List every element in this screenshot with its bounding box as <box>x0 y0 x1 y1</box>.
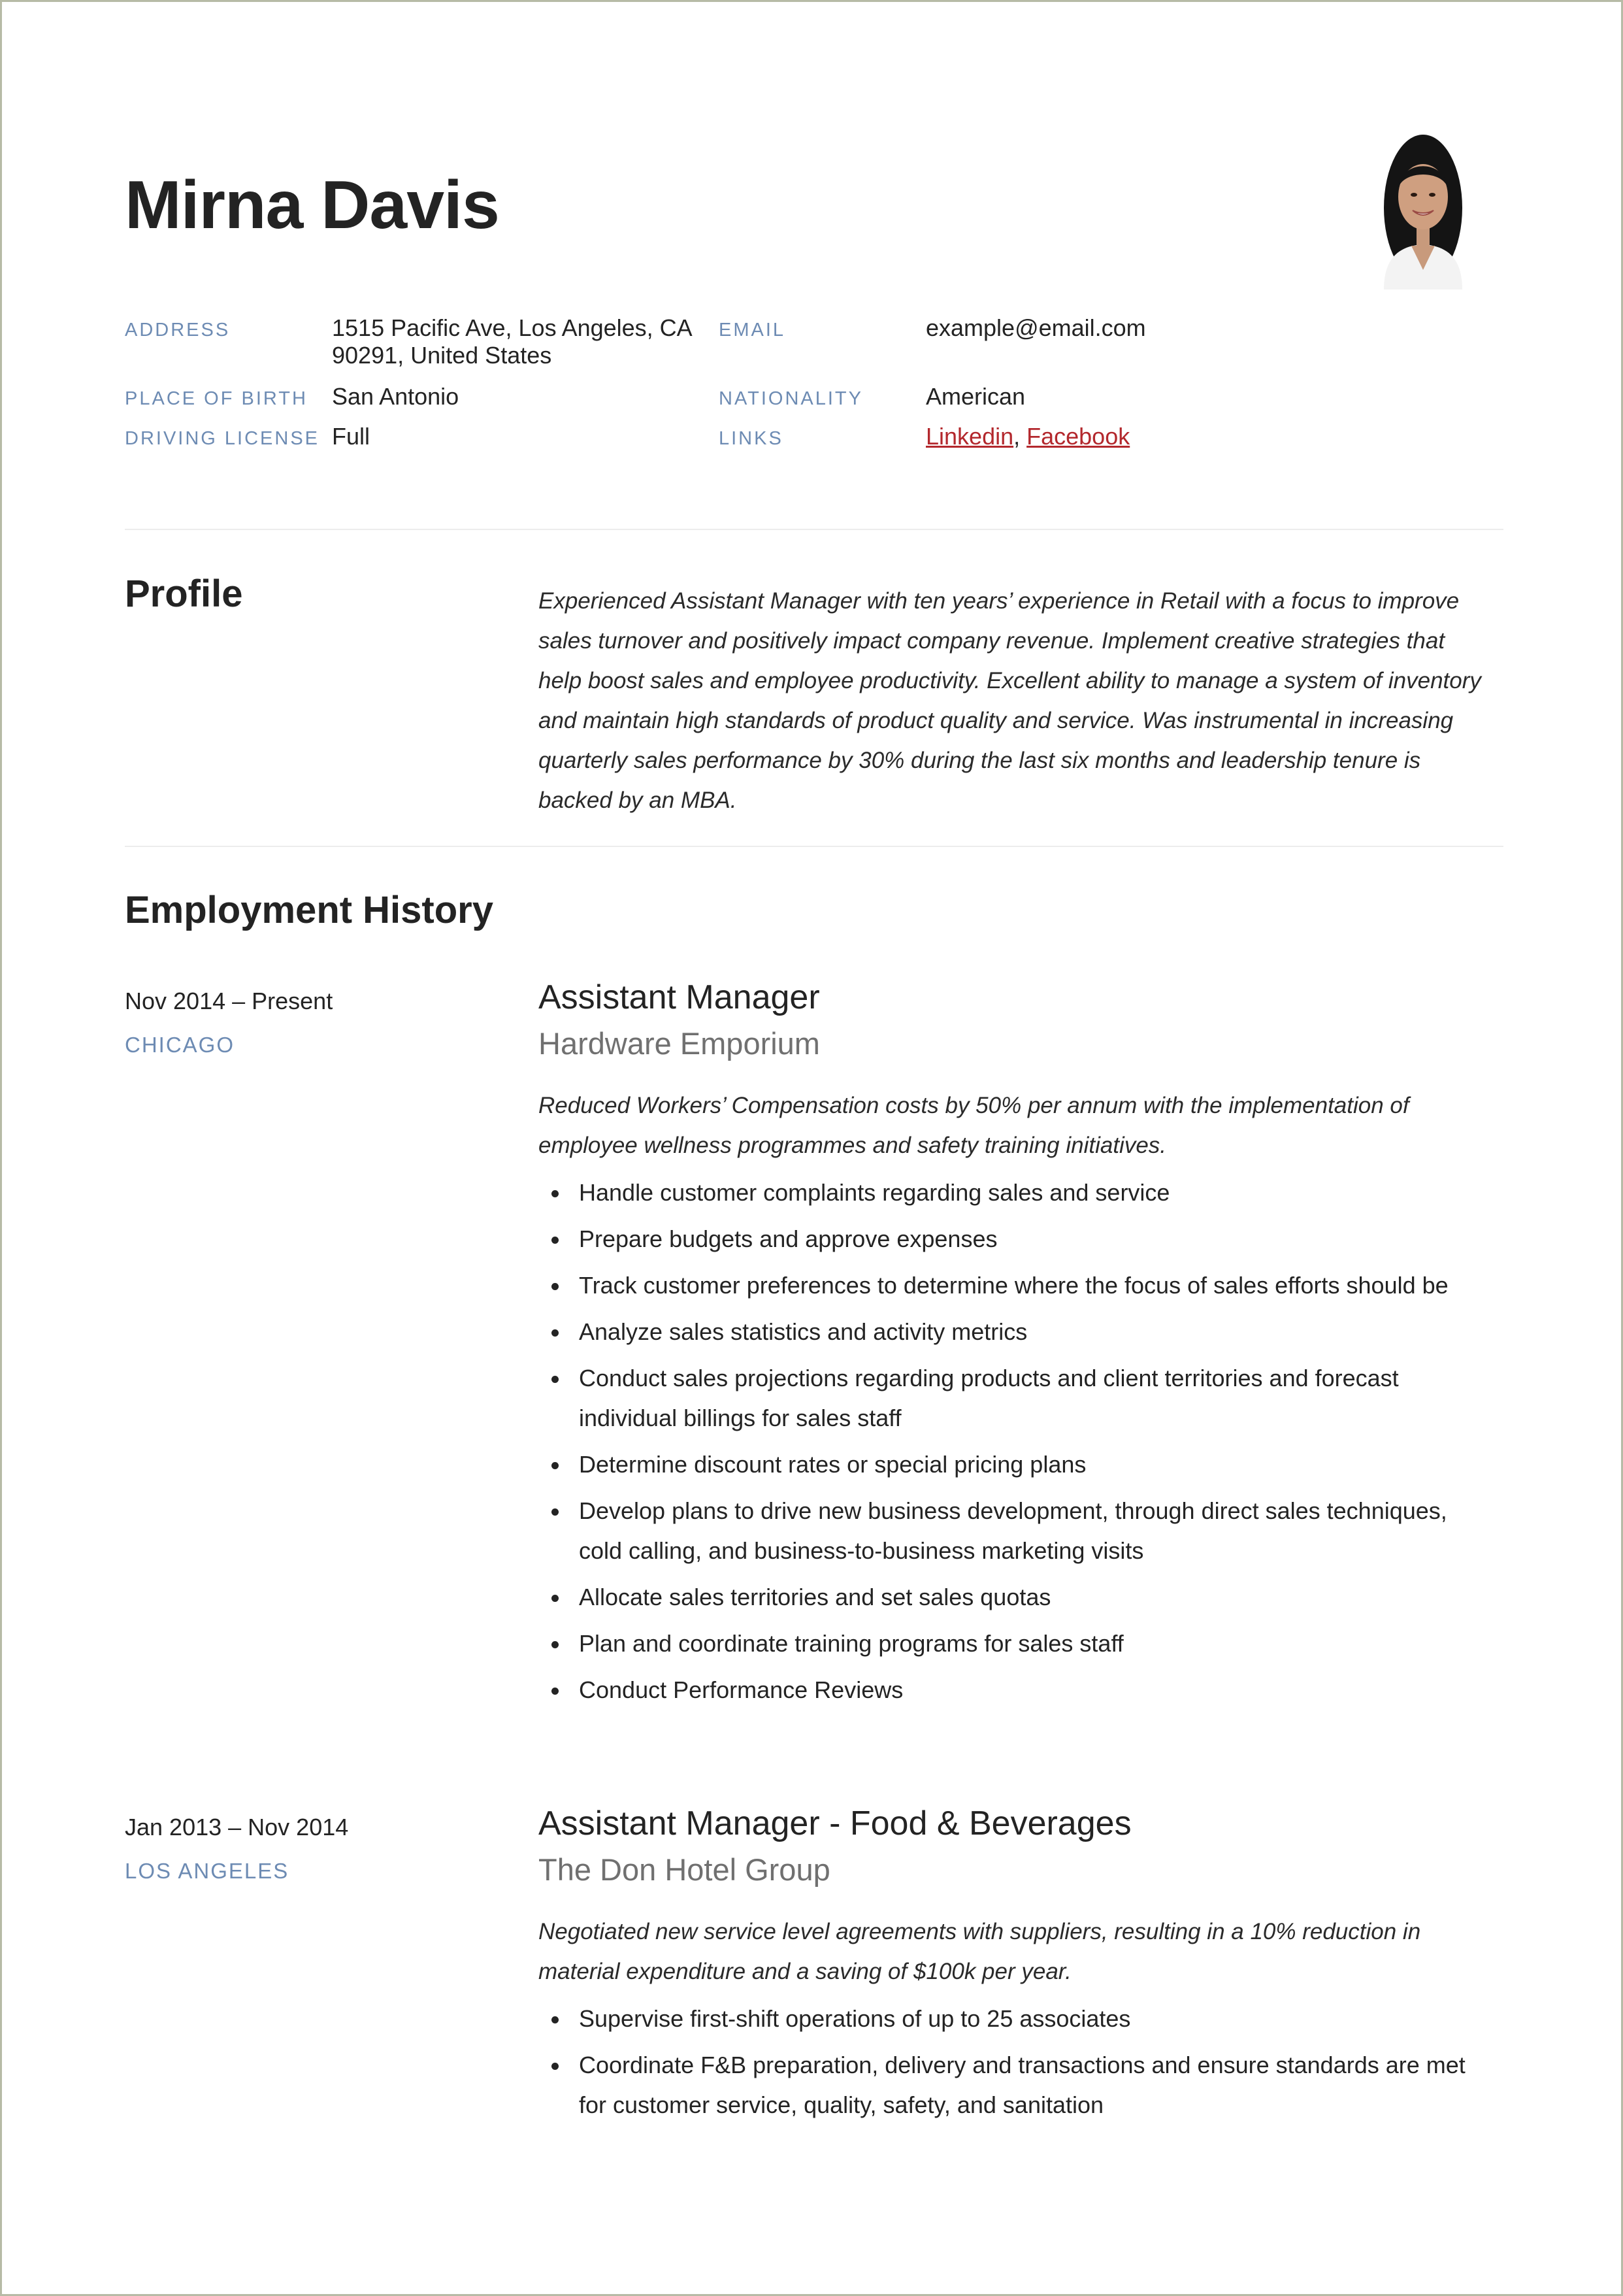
place-of-birth-label: PLACE OF BIRTH <box>125 388 308 409</box>
list-item: Coordinate F&B preparation, delivery and transactions and ensure standards are met for customer service, quality, safety, and sanitation <box>538 2045 1492 2125</box>
list-item: Supervise first-shift operations of up to 25 associates <box>538 1999 1492 2038</box>
place-of-birth-value: San Antonio <box>332 383 459 410</box>
job-1-title: Assistant Manager <box>538 978 820 1016</box>
list-item: Determine discount rates or special pricing plans <box>538 1444 1492 1484</box>
job-1-summary: Reduced Workers’ Compensation costs by 50% per annum with the implementation of employee wellness programmes and safety training initiatives. <box>538 1093 1409 1158</box>
list-item: Plan and coordinate training programs for sales staff <box>538 1623 1492 1663</box>
divider-middle <box>125 846 1503 847</box>
linkedin-link[interactable]: Linkedin <box>926 423 1014 450</box>
job-1-company: Hardware Emporium <box>538 1026 820 1061</box>
job-2-city: LOS ANGELES <box>125 1859 289 1883</box>
email-value: example@email.com <box>926 314 1146 341</box>
divider-top <box>125 529 1503 530</box>
candidate-name: Mirna Davis <box>125 167 499 243</box>
links-label: LINKS <box>719 428 783 449</box>
driving-license-label: DRIVING LICENSE <box>125 428 320 449</box>
job-1-city: CHICAGO <box>125 1033 235 1057</box>
job-2-dates: Jan 2013 – Nov 2014 <box>125 1814 349 1840</box>
address-value: 1515 Pacific Ave, Los Angeles, CA 90291, United States <box>332 314 693 369</box>
list-item: Conduct sales projections regarding products and client territories and forecast individual billings for sales staff <box>538 1358 1492 1438</box>
job-1-bullets <box>538 1173 1492 1716</box>
employment-heading: Employment History <box>125 889 493 931</box>
list-item: Prepare budgets and approve expenses <box>538 1219 1492 1259</box>
job-1-dates: Nov 2014 – Present <box>125 988 333 1014</box>
profile-photo <box>1364 129 1482 290</box>
nationality-label: NATIONALITY <box>719 388 863 409</box>
list-item: Allocate sales territories and set sales quotas <box>538 1577 1492 1617</box>
list-item: Track customer preferences to determine where the focus of sales efforts should be <box>538 1265 1492 1305</box>
facebook-link[interactable]: Facebook <box>1026 423 1130 450</box>
links-value <box>926 423 1130 450</box>
list-item: Handle customer complaints regarding sales and service <box>538 1173 1492 1212</box>
job-2-summary: Negotiated new service level agreements with suppliers, resulting in a 10% reduction in material expenditure and a saving of $100k per year. <box>538 1919 1421 1984</box>
list-item: Analyze sales statistics and activity metrics <box>538 1312 1492 1352</box>
address-label: ADDRESS <box>125 320 231 341</box>
profile-summary: Experienced Assistant Manager with ten years’ experience in Retail with a focus to improve sales turnover and positively impact company revenue. Implement creative strategies that help boost sales and employee productivity. Excellent ability to manage a system of inventory and maintain high standards of product quality and service. Was instrumental in increasing quarterly sales performance by 30% during the last six months and leadership tenure is backed by an MBA. <box>538 588 1481 813</box>
driving-license-value: Full <box>332 423 370 450</box>
profile-heading: Profile <box>125 573 243 615</box>
job-2-bullets <box>538 1999 1492 2131</box>
email-label: EMAIL <box>719 320 786 341</box>
links-separator: , <box>1013 423 1027 450</box>
nationality-value: American <box>926 383 1026 410</box>
job-2-company: The Don Hotel Group <box>538 1852 830 1887</box>
job-2-title: Assistant Manager - Food & Beverages <box>538 1805 1132 1842</box>
list-item: Conduct Performance Reviews <box>538 1670 1492 1710</box>
list-item: Develop plans to drive new business development, through direct sales techniques, cold calling, and business-to-business marketing visits <box>538 1491 1492 1571</box>
